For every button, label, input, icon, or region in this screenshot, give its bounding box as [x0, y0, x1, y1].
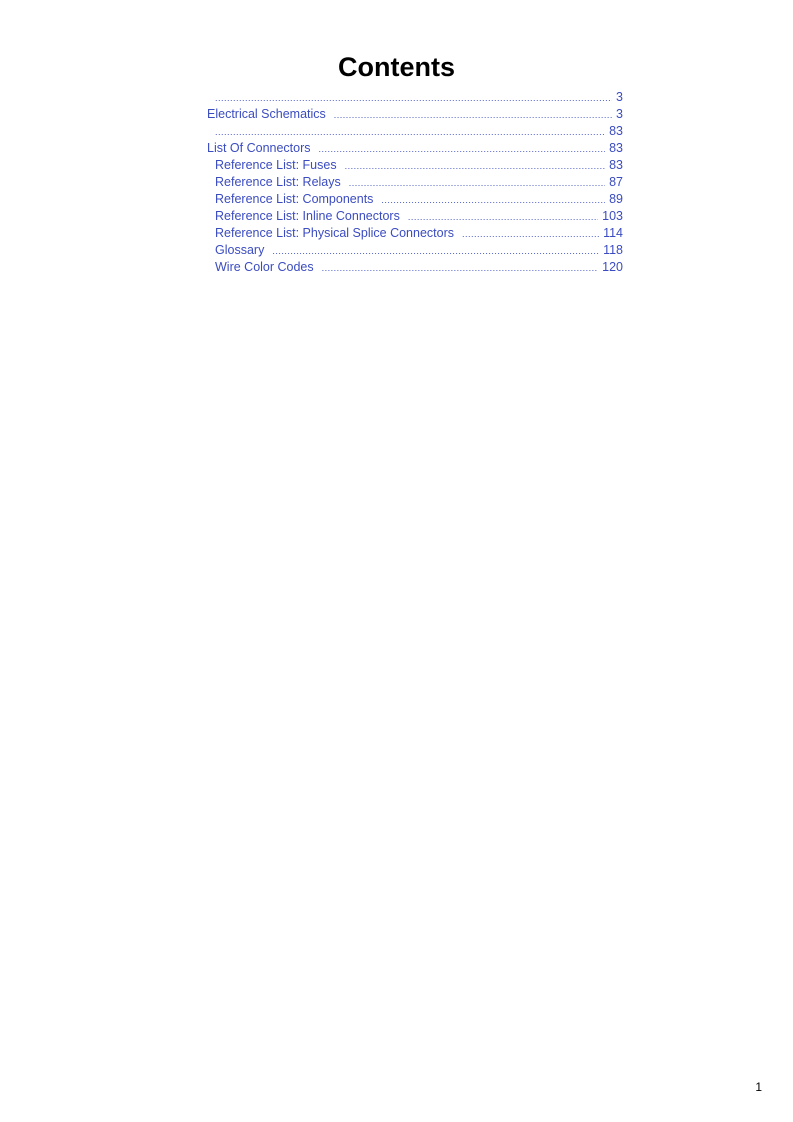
toc-entry-page: 118: [603, 243, 623, 257]
toc-entry-glossary[interactable]: [207, 242, 623, 259]
toc-dot-leader: [334, 107, 612, 124]
toc-entry-reference-list-relays[interactable]: [207, 174, 623, 191]
toc-entry-electrical-schematics[interactable]: [207, 106, 623, 123]
toc-entry-reference-list-components[interactable]: [207, 191, 623, 208]
toc-entry-page: 120: [602, 260, 623, 274]
toc-entry-label: Reference List: Physical Splice Connectors: [215, 226, 455, 240]
toc-entry-untitled-2[interactable]: [207, 123, 623, 140]
toc-entry-page: 83: [609, 141, 623, 155]
toc-dot-leader: [381, 192, 605, 209]
toc-entry-reference-list-fuses[interactable]: [207, 157, 623, 174]
toc-dot-leader: [319, 141, 606, 158]
toc-dot-leader: [349, 175, 605, 192]
toc-entry-wire-color-codes[interactable]: [207, 259, 623, 276]
page-number: 1: [755, 1080, 762, 1094]
toc-entry-page: 83: [609, 158, 623, 172]
toc-entry-label: Reference List: Fuses: [215, 158, 337, 172]
toc-entry-page: 87: [609, 175, 623, 189]
toc-entry-page: 3: [616, 90, 623, 104]
toc-dot-leader: [322, 260, 599, 277]
toc-entry-label: Glossary: [215, 243, 265, 257]
toc-entry-label: List Of Connectors: [207, 141, 311, 155]
toc-entry-page: 114: [603, 226, 623, 240]
toc-dot-leader: [272, 243, 599, 260]
toc-dot-leader: [215, 90, 612, 107]
toc-entry-page: 103: [602, 209, 623, 223]
table-of-contents: [207, 89, 623, 276]
toc-dot-leader: [345, 158, 606, 175]
toc-entry-list-of-connectors[interactable]: [207, 140, 623, 157]
toc-entry-untitled-1[interactable]: [207, 89, 623, 106]
toc-entry-label: Wire Color Codes: [215, 260, 314, 274]
toc-entry-label: Reference List: Relays: [215, 175, 341, 189]
toc-entry-page: 3: [616, 107, 623, 121]
toc-entry-page: 83: [609, 124, 623, 138]
toc-entry-label: Reference List: Inline Connectors: [215, 209, 400, 223]
toc-entry-reference-list-inline-connectors[interactable]: [207, 208, 623, 225]
toc-entry-reference-list-physical-splice-connectors[interactable]: [207, 225, 623, 242]
toc-entry-page: 89: [609, 192, 623, 206]
toc-dot-leader: [462, 226, 599, 243]
toc-dot-leader: [408, 209, 598, 226]
toc-dot-leader: [215, 124, 605, 141]
toc-entry-label: Reference List: Components: [215, 192, 374, 206]
toc-entry-label: Electrical Schematics: [207, 107, 326, 121]
page-title: Contents: [338, 52, 455, 82]
